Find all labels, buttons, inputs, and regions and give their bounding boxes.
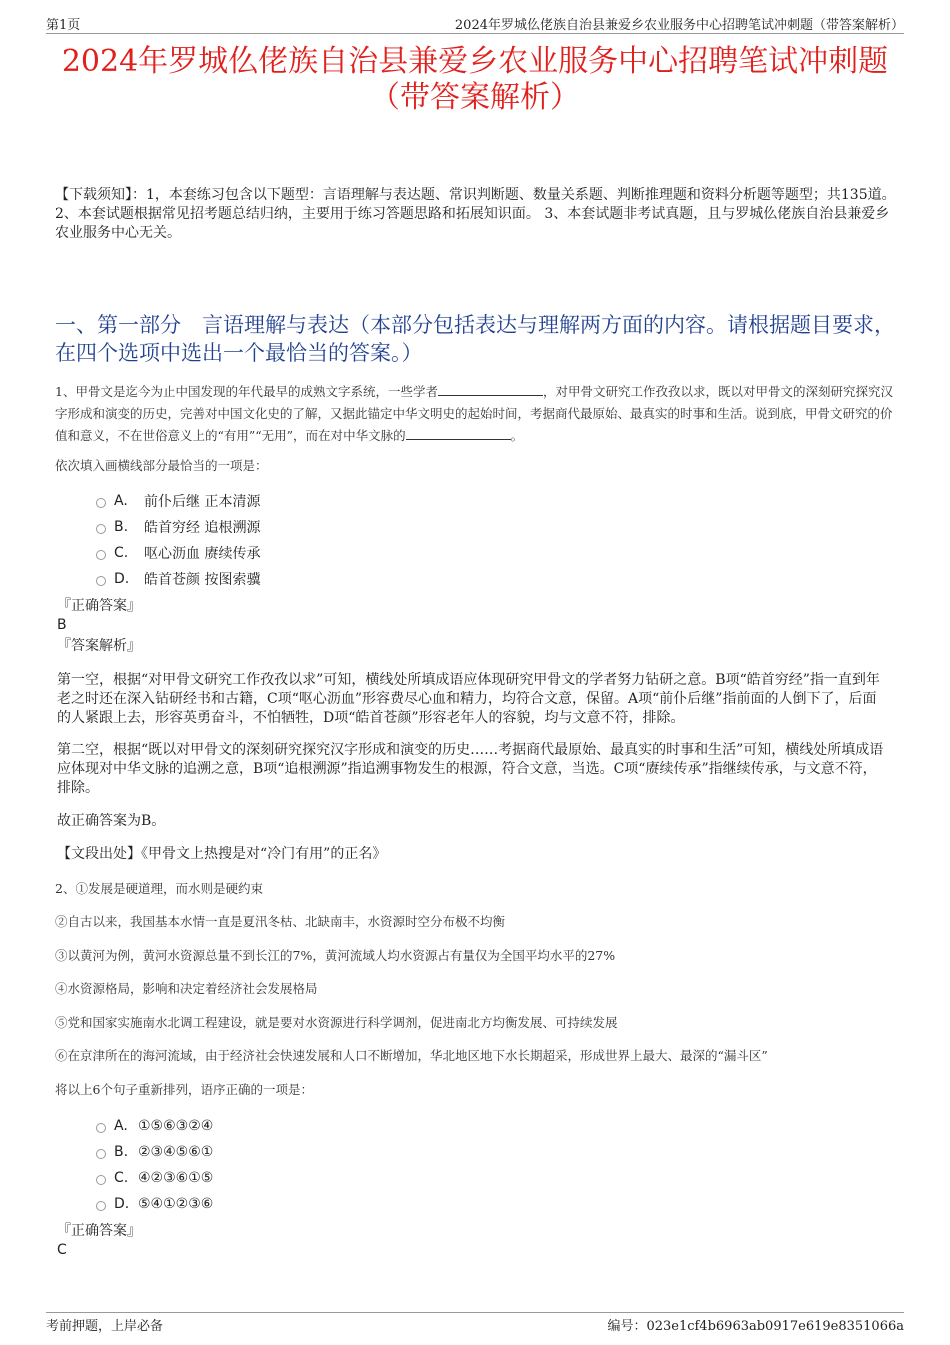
option-text: 皓首穷经 追根溯源 <box>144 520 261 536</box>
option-text: ⑤④①②③⑥ <box>138 1196 214 1212</box>
page-header <box>46 14 904 34</box>
option-text: ②③④⑤⑥① <box>138 1144 214 1160</box>
title-line2: （带答案解析） <box>370 80 580 115</box>
analysis-conclusion: 故正确答案为B。 <box>57 813 166 829</box>
radio-icon[interactable] <box>96 1201 106 1211</box>
option-letter: D. <box>114 1196 130 1212</box>
radio-icon[interactable] <box>96 1175 106 1185</box>
radio-icon[interactable] <box>96 524 106 534</box>
option-letter: A. <box>114 493 128 509</box>
option-text: ①⑤⑥③②④ <box>138 1118 214 1134</box>
option-d[interactable] <box>96 566 260 592</box>
answer-blank <box>438 395 543 396</box>
option-b[interactable] <box>96 1139 213 1165</box>
option-b[interactable] <box>96 514 260 540</box>
question-2-sentence: ②自古以来，我国基本水情一直是夏汛冬枯、北缺南丰，水资源时空分布极不均衡 <box>55 914 506 929</box>
option-c[interactable] <box>96 540 260 566</box>
page-number: 第1页 <box>46 18 81 33</box>
radio-icon[interactable] <box>96 550 106 560</box>
option-d[interactable] <box>96 1191 213 1217</box>
correct-answer: C <box>57 1242 67 1258</box>
page-footer <box>46 1312 904 1334</box>
question-2-sentence: 2、①发展是硬道理，而水则是硬约束 <box>55 881 263 896</box>
option-letter: C. <box>114 545 129 561</box>
title-line1: 2024年罗城仫佬族自治县兼爱乡农业服务中心招聘笔试冲刺题 <box>61 44 889 79</box>
option-c[interactable] <box>96 1165 213 1191</box>
option-letter: B. <box>114 519 129 535</box>
stem-part: 1、甲骨文是迄今为止中国发现的年代最早的成熟文字系统，一些学者 <box>55 384 438 399</box>
analysis-paragraph-2: 第二空，根据“既以对甲骨文的深刻研究探究汉字形成和演变的历史……考据商代最原始、最真实的时事和生活”可知，横线处所填成语应体现对中华文脉的追溯之意，B项“追根溯源”指追溯事物发生的根源，符合文意，当选。C项“赓续传承”指继续传承，与文意不符，排除。 <box>57 742 884 796</box>
stem-part: ，对甲骨文研究工作孜孜以求，既以对甲骨文的深刻研究探究汉字形成和演变的历史，完善对中国文化史的了解，又据此锚定中华文明史的起始时间，考据商代最原始、最真实的时事和生活。说到底，甲骨文研究的价值和意义，不在世俗意义上的“有用”“无用”，而在对中华文脉的 <box>55 384 893 443</box>
option-a[interactable] <box>96 488 260 514</box>
option-text: 呕心沥血 赓续传承 <box>144 546 261 562</box>
answer-blank <box>406 439 511 440</box>
question-2-sentence: ⑥在京津所在的海河流域，由于经济社会快速发展和人口不断增加，华北地区地下水长期超采，形成世界上最大、最深的“漏斗区” <box>55 1048 768 1063</box>
answer-label: 『正确答案』 <box>57 1223 141 1239</box>
question-2-options <box>96 1113 213 1217</box>
option-text: ④②③⑥①⑤ <box>138 1170 214 1186</box>
radio-icon[interactable] <box>96 1123 106 1133</box>
footer-slogan: 考前押题，上岸必备 <box>46 1319 164 1334</box>
download-notice: 【下载须知】：1，本套练习包含以下题型：言语理解与表达题、常识判断题、数量关系题、判断推理题和资料分析题等题型；共135道。 2、本套试题根据常见招考题总结归纳，主要用于练习答题思路和拓展知识面。 3、本套试题非考试真题，且与罗城仫佬族自治县兼爱乡农业服务中心无关。 <box>55 187 896 241</box>
question-1-prompt: 依次填入画横线部分最恰当的一项是： <box>55 458 268 473</box>
radio-icon[interactable] <box>96 576 106 586</box>
source-citation: 【文段出处】《甲骨文上热搜是对“冷门有用”的正名》 <box>57 846 387 862</box>
option-letter: A. <box>114 1118 128 1134</box>
page-title <box>0 44 950 116</box>
question-1-stem <box>55 381 900 447</box>
analysis-label: 『答案解析』 <box>57 638 141 654</box>
document-id: 编号：023e1cf4b6963ab0917e619e8351066a <box>607 1319 904 1334</box>
option-letter: C. <box>114 1170 129 1186</box>
option-letter: D. <box>114 571 130 587</box>
radio-icon[interactable] <box>96 498 106 508</box>
option-a[interactable] <box>96 1113 213 1139</box>
radio-icon[interactable] <box>96 1149 106 1159</box>
question-2-prompt: 将以上6个句子重新排列，语序正确的一项是： <box>55 1082 313 1097</box>
option-letter: B. <box>114 1144 129 1160</box>
header-doc-title: 2024年罗城仫佬族自治县兼爱乡农业服务中心招聘笔试冲刺题（带答案解析） <box>454 18 904 33</box>
question-2-sentence: ⑤党和国家实施南水北调工程建设，就是要对水资源进行科学调剂，促进南北方均衡发展、可持续发展 <box>55 1015 618 1030</box>
question-2-sentence: ④水资源格局，影响和决定着经济社会发展格局 <box>55 981 318 996</box>
answer-label: 『正确答案』 <box>57 598 141 614</box>
question-2-sentence: ③以黄河为例，黄河水资源总量不到长江的7%，黄河流域人均水资源占有量仅为全国平均水平的27% <box>55 948 616 963</box>
analysis-paragraph-1: 第一空，根据“对甲骨文研究工作孜孜以求”可知，横线处所填成语应体现研究甲骨文的学者努力钻研之意。B项“皓首穷经”指一直到年老之时还在深入钻研经书和古籍，C项“呕心沥血”形容费尽心血和精力，均符合文意，保留。A项“前仆后继”指前面的人倒下了，后面的人紧跟上去，形容英勇奋斗，不怕牺牲，D项“皓首苍颜”形容老年人的容貌，均与文意不符，排除。 <box>57 672 880 726</box>
correct-answer: B <box>57 617 67 633</box>
stem-part: 。 <box>510 428 524 443</box>
question-1-options <box>96 488 260 592</box>
section-heading: 一、第一部分 言语理解与表达（本部分包括表达与理解两方面的内容。请根据题目要求，在四个选项中选出一个最恰当的答案。） <box>55 313 895 365</box>
option-text: 前仆后继 正本清源 <box>144 494 261 510</box>
option-text: 皓首苍颜 按图索骥 <box>144 572 261 588</box>
